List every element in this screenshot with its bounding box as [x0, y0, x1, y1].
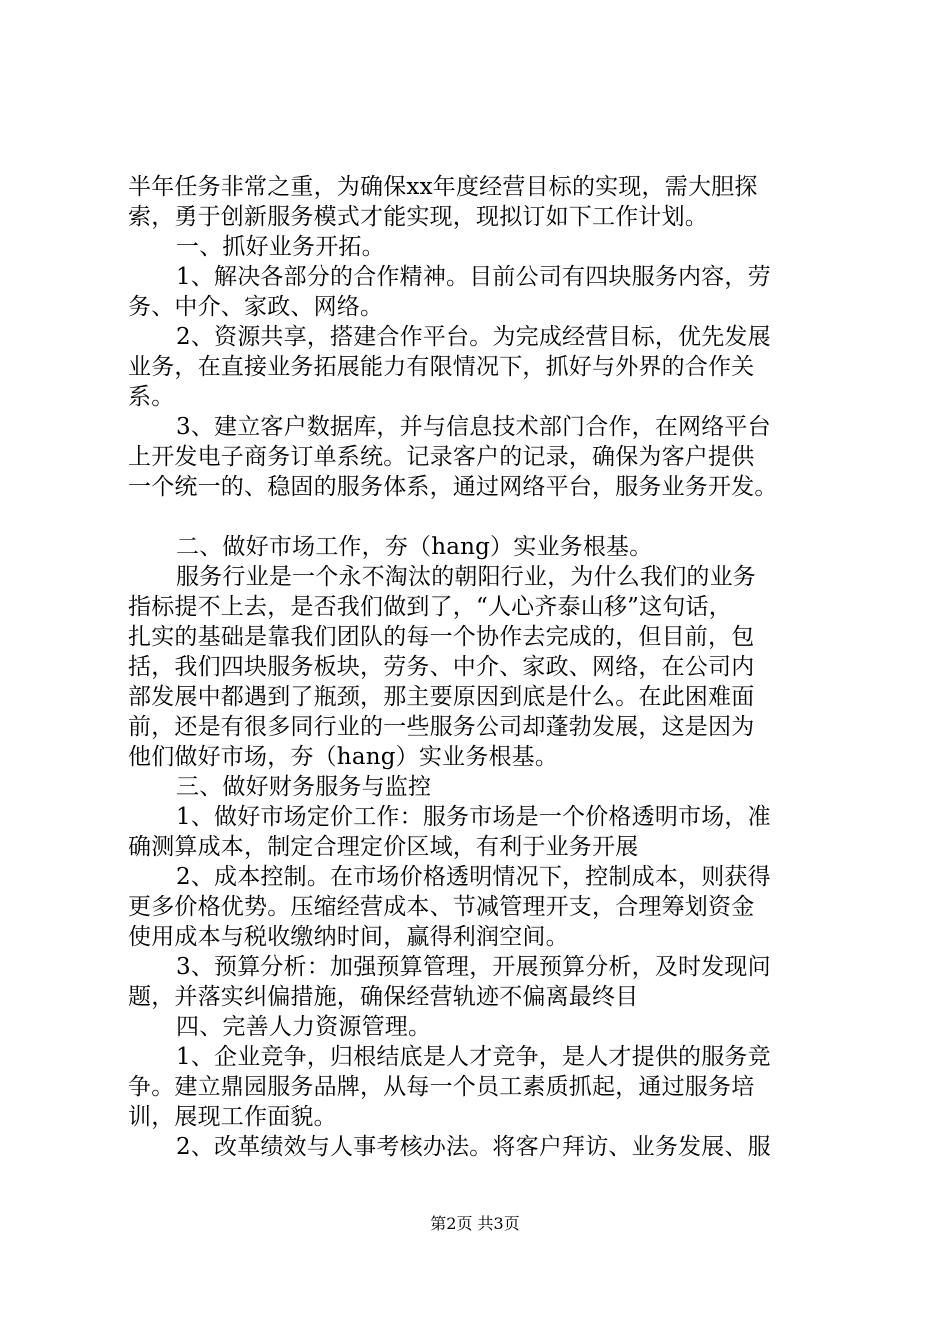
text-line: 半年任务非常之重，为确保xx年度经营目标的实现，需大胆探 [128, 174, 758, 200]
text-line: 三、做好财务服务与监控 [176, 774, 432, 800]
text-line: 训，展现工作面貌。 [128, 1104, 337, 1130]
text-line: 确测算成本，制定合理定价区域，有利于业务开展 [128, 834, 639, 860]
page-footer: 第2页 共3页 [430, 1214, 520, 1233]
text-line: 他们做好市场，夯（hang）实业务根基。 [128, 744, 559, 770]
text-line: 务、中介、家政、网络。 [128, 294, 384, 320]
text-line: 二、做好市场工作，夯（hang）实业务根基。 [176, 534, 653, 560]
text-line: 前，还是有很多同行业的一些服务公司却蓬勃发展，这是因为 [128, 714, 755, 740]
text-line: 题，并落实纠偏措施，确保经营轨迹不偏离最终目 [128, 984, 639, 1010]
text-line: 使用成本与税收缴纳时间，赢得利润空间。 [128, 924, 569, 950]
text-line: 四、完善人力资源管理。 [176, 1014, 432, 1040]
text-line: 2、改革绩效与人事考核办法。将客户拜访、业务发展、服 [176, 1134, 771, 1160]
text-line: 服务行业是一个永不淘汰的朝阳行业，为什么我们的业务 [176, 564, 756, 590]
text-line: 1、做好市场定价工作：服务市场是一个价格透明市场，准 [176, 804, 771, 830]
text-line: 上开发电子商务订单系统。记录客户的记录，确保为客户提供 [128, 444, 755, 470]
text-line: 括，我们四块服务板块，劳务、中介、家政、网络，在公司内 [128, 654, 755, 680]
text-line: 索，勇于创新服务模式才能实现，现拟订如下工作计划。 [128, 204, 708, 230]
text-line: 2、成本控制。在市场价格透明情况下，控制成本，则获得 [176, 864, 771, 890]
text-line: 3、预算分析：加强预算管理，开展预算分析，及时发现问 [176, 954, 771, 980]
document-body [128, 172, 838, 1162]
blank-line [128, 502, 838, 532]
text-line: 更多价格优势。压缩经营成本、节减管理开支，合理筹划资金 [128, 894, 755, 920]
text-line: 系。 [128, 384, 175, 410]
text-line: 1、解决各部分的合作精神。目前公司有四块服务内容，劳 [176, 264, 771, 290]
text-line: 一、抓好业务开拓。 [176, 234, 385, 260]
text-line: 部发展中都遇到了瓶颈，那主要原因到底是什么。在此困难面 [128, 684, 755, 710]
text-line: 业务，在直接业务拓展能力有限情况下，抓好与外界的合作关 [128, 354, 755, 380]
text-line: 一个统一的、稳固的服务体系，通过网络平台，服务业务开发。 [128, 474, 778, 500]
text-line: 3、建立客户数据库，并与信息技术部门合作，在网络平台 [176, 414, 771, 440]
text-line: 扎实的基础是靠我们团队的每一个协作去完成的，但目前，包 [128, 624, 755, 650]
text-line: 指标提不上去，是否我们做到了，“人心齐泰山移”这句话， [128, 594, 732, 620]
text-line: 2、资源共享，搭建合作平台。为完成经营目标，优先发展 [176, 324, 771, 350]
text-line: 1、企业竞争，归根结底是人才竞争，是人才提供的服务竞 [176, 1044, 771, 1070]
text-line: 争。建立鼎园服务品牌，从每一个员工素质抓起，通过服务培 [128, 1074, 755, 1100]
